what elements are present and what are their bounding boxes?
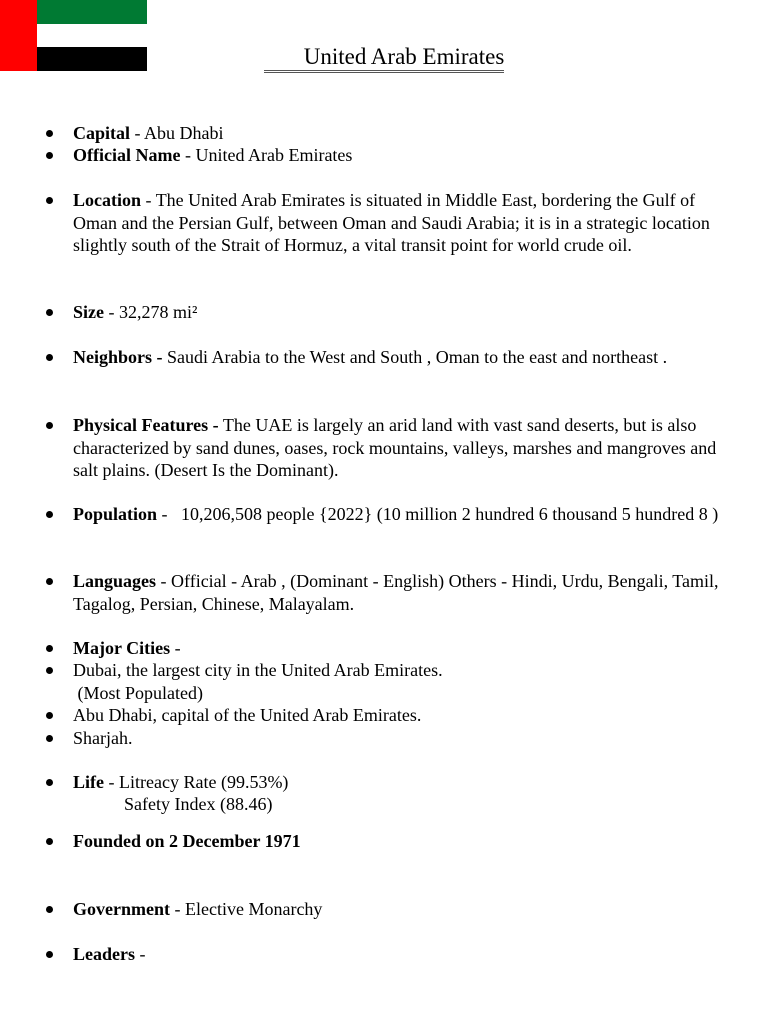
bullet-icon <box>46 951 53 958</box>
bullet-icon <box>46 152 53 159</box>
item-label: Life <box>73 772 104 792</box>
bullet-icon <box>46 712 53 719</box>
item-label: Major Cities <box>73 638 171 658</box>
item-text: Abu Dhabi, capital of the United Arab Emirates. <box>73 705 422 725</box>
bullet-icon <box>46 779 53 786</box>
item-text: 32,278 mi² <box>119 302 198 322</box>
bullet-icon <box>46 511 53 518</box>
bullet-icon <box>46 735 53 742</box>
item-label: Founded on 2 December 1971 <box>73 831 301 851</box>
item-label: Population <box>73 504 158 524</box>
life-safety-index: Safety Index (88.46) <box>124 794 273 814</box>
item-label: Neighbors - <box>73 347 163 367</box>
bullet-icon <box>46 906 53 913</box>
bullet-icon <box>46 838 53 845</box>
item-text: Saudi Arabia to the West and South , Oman to the east and northeast . <box>167 347 668 367</box>
item-text: The United Arab Emirates is situated in Middle East, bordering the Gulf of Oman and the Persian Gulf, between Oman and Saudi Arabia; it is in a strategic location slightly south of the Strait of Hormuz, a vital transit point for world crude oil. <box>73 190 715 255</box>
item-label: Official Name <box>73 145 181 165</box>
item-text: Abu Dhabi <box>144 123 224 143</box>
item-label: Capital <box>73 123 131 143</box>
item-label: Languages <box>73 571 157 591</box>
bullet-icon <box>46 422 53 429</box>
item-text: United Arab Emirates <box>195 145 353 165</box>
bullet-icon <box>46 667 53 674</box>
page-title-wrap <box>0 43 768 71</box>
bullet-icon <box>46 130 53 137</box>
item-text: Litreacy Rate (99.53%) <box>119 772 289 792</box>
bullet-icon <box>46 645 53 652</box>
bullet-icon <box>46 197 53 204</box>
item-text: Sharjah. <box>73 728 133 748</box>
item-text: Official - Arab , (Dominant - English) Others - Hindi, Urdu, Bengali, Tamil, Tagalog, Persian, Chinese, Malayalam. <box>73 571 723 614</box>
item-label: Physical Features - <box>73 415 219 435</box>
bullet-icon <box>46 309 53 316</box>
flag-stripe-green <box>37 0 147 24</box>
page-title: United Arab Emirates <box>264 44 505 73</box>
item-text: Dubai, the largest city in the United Arab Emirates. (Most Populated) <box>73 660 443 703</box>
bullet-icon <box>46 354 53 361</box>
item-text: The UAE is largely an arid land with vast sand deserts, but is also characterized by sand dunes, oases, rock mountains, valleys, marshes and mangroves and salt plains. (Desert Is the Dominant). <box>73 415 721 480</box>
item-label: Size <box>73 302 104 322</box>
item-label: Leaders <box>73 944 135 964</box>
item-label: Location <box>73 190 142 210</box>
bullet-icon <box>46 578 53 585</box>
item-text: Elective Monarchy <box>184 899 323 919</box>
item-text: 10,206,508 people {2022} (10 million 2 hundred 6 thousand 5 hundred 8 ) <box>181 504 719 524</box>
item-label: Government <box>73 899 170 919</box>
